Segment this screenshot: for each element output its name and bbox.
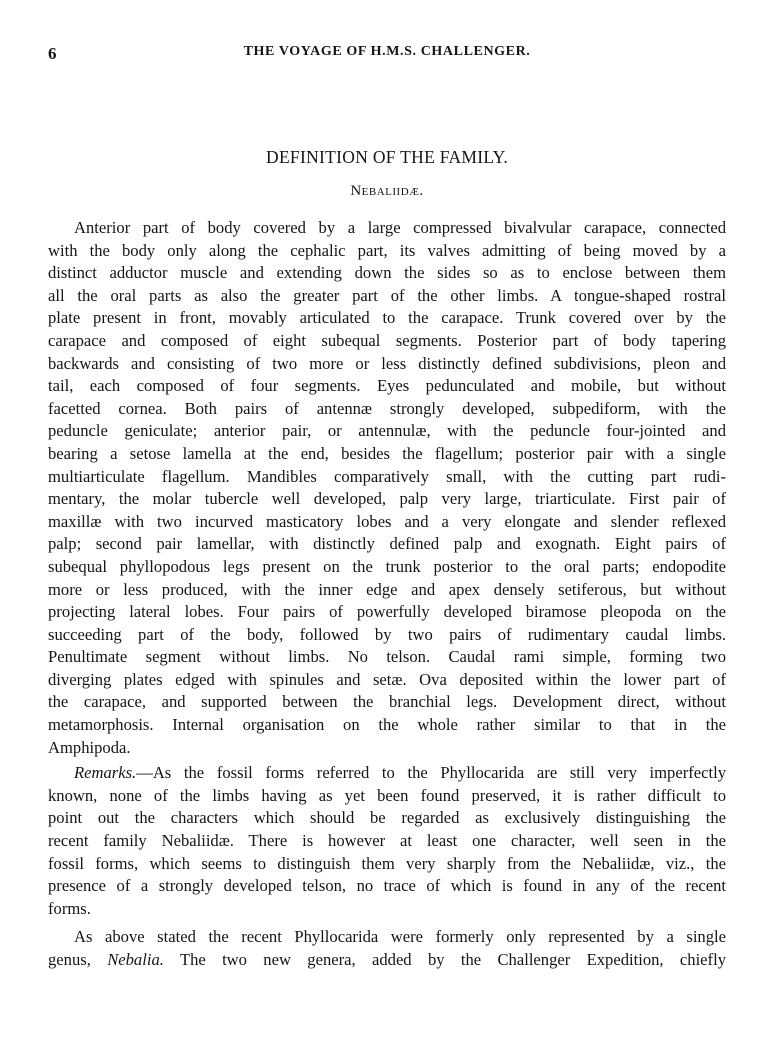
text-line: presence of a strongly developed telson, no trace of which is found in any of the recent bbox=[48, 876, 726, 896]
text-line: multiarticulate flagellum. Mandibles comparatively small, with the cutting part rudi- bbox=[48, 466, 726, 486]
text-line: Penultimate segment without limbs. No telson. Caudal rami simple, forming two bbox=[48, 647, 726, 667]
text-line: Anterior part of body covered by a large compressed bivalvular carapace, connected bbox=[74, 218, 726, 237]
text-line: projecting lateral lobes. Four pairs of powerfully developed biramose pleopoda on the bbox=[48, 602, 726, 622]
running-title: THE VOYAGE OF H.M.S. CHALLENGER. bbox=[243, 44, 531, 59]
text-line: carapace and composed of eight subequal segments. Posterior part of body tapering bbox=[48, 330, 726, 350]
text-line: plate present in front, movably articulated to the carapace. Trunk covered over by the bbox=[48, 308, 726, 328]
text-line: point out the characters which should be regarded as exclusively distinguishing the bbox=[48, 808, 726, 828]
text-line: more or less produced, with the inner edge and apex densely setiferous, but without bbox=[48, 579, 726, 599]
text-line: bearing a setose lamella at the end, besides the flagellum; posterior pair with a single bbox=[48, 443, 726, 463]
text-line: maxillæ with two incurved masticatory lobes and a very elongate and slender reflexed bbox=[48, 511, 726, 531]
text-line bbox=[48, 949, 726, 972]
text-line: recent family Nebaliidæ. There is however at least one character, well seen in the bbox=[48, 831, 726, 851]
text-line: As above stated the recent Phyllocarida were formerly only represented by a single bbox=[74, 927, 726, 947]
text-line: forms. bbox=[48, 898, 91, 918]
text-line: succeeding part of the body, followed by two pairs of rudimentary caudal limbs. bbox=[48, 624, 726, 644]
text-line: distinct adductor muscle and extending down the sides so as to enclose between them bbox=[48, 263, 726, 283]
text-line: facetted cornea. Both pairs of antennæ strongly developed, subpediform, with the bbox=[48, 398, 726, 418]
definition-paragraph bbox=[48, 217, 726, 759]
remarks-label: Remarks. bbox=[74, 763, 137, 783]
text-line: diverging plates edged with spinules and setæ. Ova deposited within the lower part of bbox=[48, 669, 726, 689]
running-head bbox=[48, 44, 726, 70]
genus-name: Nebalia. bbox=[107, 950, 164, 969]
text-line: peduncle geniculate; anterior pair, or antennulæ, with the peduncle four-jointed and bbox=[48, 421, 726, 441]
remarks-paragraph bbox=[48, 762, 726, 920]
text-line bbox=[48, 762, 726, 785]
closing-line2-pre: genus, bbox=[48, 950, 108, 969]
remarks-first-line: —As the fossil forms referred to the Phyllocarida are still very imperfectly bbox=[136, 763, 726, 783]
text-line: mentary, the molar tubercle well developed, palp very large, triarticulate. First pair of bbox=[48, 489, 726, 509]
section-heading: DEFINITION OF THE FAMILY. bbox=[266, 147, 508, 167]
text-line: fossil forms, which seems to distinguish them very sharply from the Nebaliidæ, viz., the bbox=[48, 853, 726, 873]
text-line: with the body only along the cephalic part, its valves admitting of being moved by a bbox=[48, 240, 726, 260]
text-line: Amphipoda. bbox=[48, 737, 131, 757]
page-number: 6 bbox=[48, 44, 58, 63]
text-line: subequal phyllopodous legs present on the trunk posterior to the oral parts; endopodite bbox=[48, 556, 726, 576]
text-line: the carapace, and supported between the branchial legs. Development direct, without bbox=[48, 692, 726, 712]
text-line: tail, each composed of four segments. Eyes pedunculated and mobile, but without bbox=[48, 376, 726, 396]
text-line: all the oral parts as also the greater part of the other limbs. A tongue-shaped rostral bbox=[48, 285, 726, 305]
text-line: metamorphosis. Internal organisation on the whole rather similar to that in the bbox=[48, 715, 726, 735]
text-line: known, none of the limbs having as yet been found preserved, it is rather difficult to bbox=[48, 785, 726, 805]
closing-paragraph bbox=[48, 926, 726, 971]
family-name: Nebaliidæ. bbox=[350, 183, 424, 199]
text-line: palp; second pair lamellar, with distinctly defined palp and exognath. Eight pairs of bbox=[48, 534, 726, 554]
text-line: backwards and consisting of two more or less distinctly defined subdivisions, pleon and bbox=[48, 353, 726, 373]
closing-line2-post: The two new genera, added by the Challenger Expedition, chiefly bbox=[163, 950, 726, 969]
